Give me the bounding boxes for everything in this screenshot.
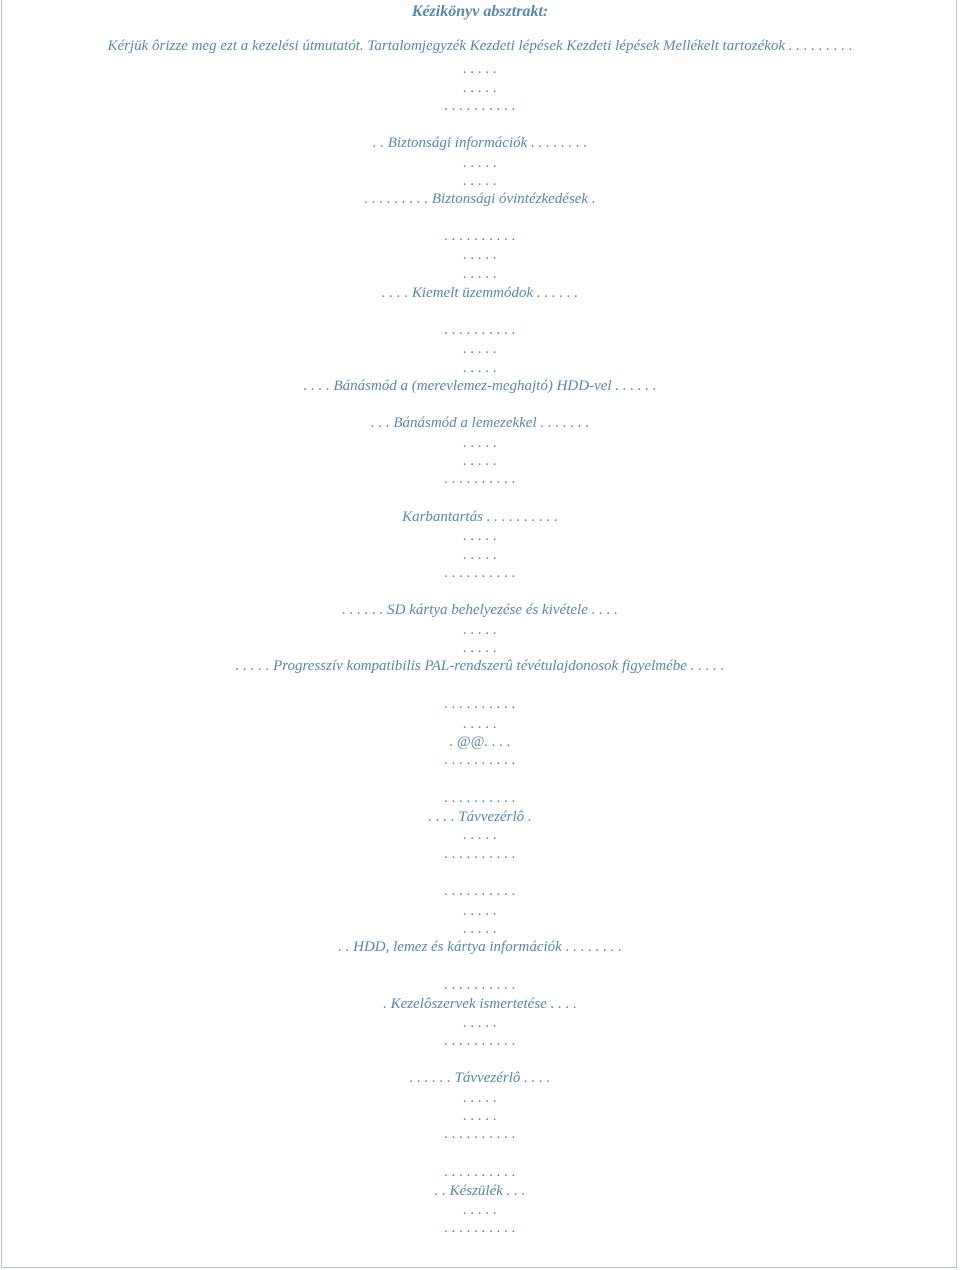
toc-line: . . . . . bbox=[463, 903, 497, 919]
toc-line: . . . . . Progresszív kompatibilis PAL-rendszerû tévétulajdonosok figyelmébe . . . . . bbox=[235, 658, 725, 674]
toc-line: . . . . . . . . . . bbox=[444, 98, 516, 114]
toc-line: . . . . . bbox=[463, 1108, 497, 1124]
toc-line: . . . . . . . . . . bbox=[444, 977, 516, 993]
toc-line: . . HDD, lemez és kártya információk . . . . . . . . bbox=[338, 939, 622, 955]
toc-line: . . Készülék . . . bbox=[434, 1183, 526, 1199]
toc-line: . . . . . bbox=[463, 435, 497, 451]
toc-line: . . . Bánásmód a lemezekkel . . . . . . . bbox=[370, 415, 590, 431]
toc-line: . . . . . bbox=[463, 716, 497, 732]
toc-line: . . . . . bbox=[463, 61, 497, 77]
toc-line: . . . . . . . . . . bbox=[444, 1164, 516, 1180]
toc-line: . . . . . bbox=[463, 266, 497, 282]
toc-line: . . . . . . Távvezérlô . . . . bbox=[409, 1070, 551, 1086]
toc-line: . . . . . . . . . . bbox=[444, 228, 516, 244]
toc-line: . . . . Bánásmód a (merevlemez-meghajtó) HDD-vel . . . . . . bbox=[303, 378, 657, 394]
toc-line: . . . . . bbox=[463, 1015, 497, 1031]
toc-line: . . . . . bbox=[463, 1090, 497, 1106]
toc-line: . . . . . . . . . . bbox=[444, 322, 516, 338]
toc-line: . . . . . bbox=[463, 360, 497, 376]
document-title: Kézikönyv absztrakt: bbox=[411, 3, 549, 20]
toc-line: . . . . . bbox=[463, 453, 497, 469]
toc-line: . . . . . . . . . . bbox=[444, 752, 516, 768]
toc-line: . . . . . . . . . . bbox=[444, 1220, 516, 1236]
toc-line: . . . . . bbox=[463, 640, 497, 656]
toc-line: . . . . . . . . . . bbox=[444, 1126, 516, 1142]
toc-line: . . . . . . . . . . bbox=[444, 883, 516, 899]
toc-line: . . . . . bbox=[463, 622, 497, 638]
toc-line: . . . . Kiemelt üzemmódok . . . . . . bbox=[381, 285, 579, 301]
toc-line: . . . . . . . . . . bbox=[444, 696, 516, 712]
toc-line: . . . . . bbox=[463, 528, 497, 544]
toc-line: . @@. . . . bbox=[449, 734, 511, 750]
toc-line: Karbantartás . . . . . . . . . . bbox=[402, 509, 558, 525]
toc-line: . . . . . . . . . Biztonsági óvintézkedések . bbox=[364, 191, 596, 207]
toc-line: . . Biztonsági információk . . . . . . . . bbox=[372, 135, 588, 151]
toc-line: . . . . . . . . . . bbox=[444, 846, 516, 862]
toc-line: . . . . Távvezérlô . bbox=[428, 809, 532, 825]
toc-line: . . . . . . . . . . bbox=[444, 1033, 516, 1049]
toc-line: . . . . . bbox=[463, 173, 497, 189]
toc-line: . . . . . . . . . . bbox=[444, 565, 516, 581]
toc-line: . . . . . bbox=[463, 155, 497, 171]
toc-line: . . . . . bbox=[463, 247, 497, 263]
toc-line: . . . . . bbox=[463, 341, 497, 357]
toc-line: . . . . . bbox=[463, 827, 497, 843]
toc-line: Kérjük ôrizze meg ezt a kezelési útmutatót. Tartalomjegyzék Kezdeti lépések Kezdeti lépések Mellékelt tartozékok . . . . . . . . . bbox=[107, 38, 853, 54]
toc-line: . . . . . . . . . . bbox=[444, 471, 516, 487]
toc-line: . . . . . bbox=[463, 921, 497, 937]
toc-line: . Kezelôszervek ismertetése . . . . bbox=[383, 996, 577, 1012]
toc-line: . . . . . bbox=[463, 547, 497, 563]
toc-line: . . . . . bbox=[463, 1202, 497, 1218]
toc-line: . . . . . . SD kártya behelyezése és kivétele . . . . bbox=[342, 602, 618, 618]
toc-line: . . . . . bbox=[463, 80, 497, 96]
toc-line: . . . . . . . . . . bbox=[444, 790, 516, 806]
